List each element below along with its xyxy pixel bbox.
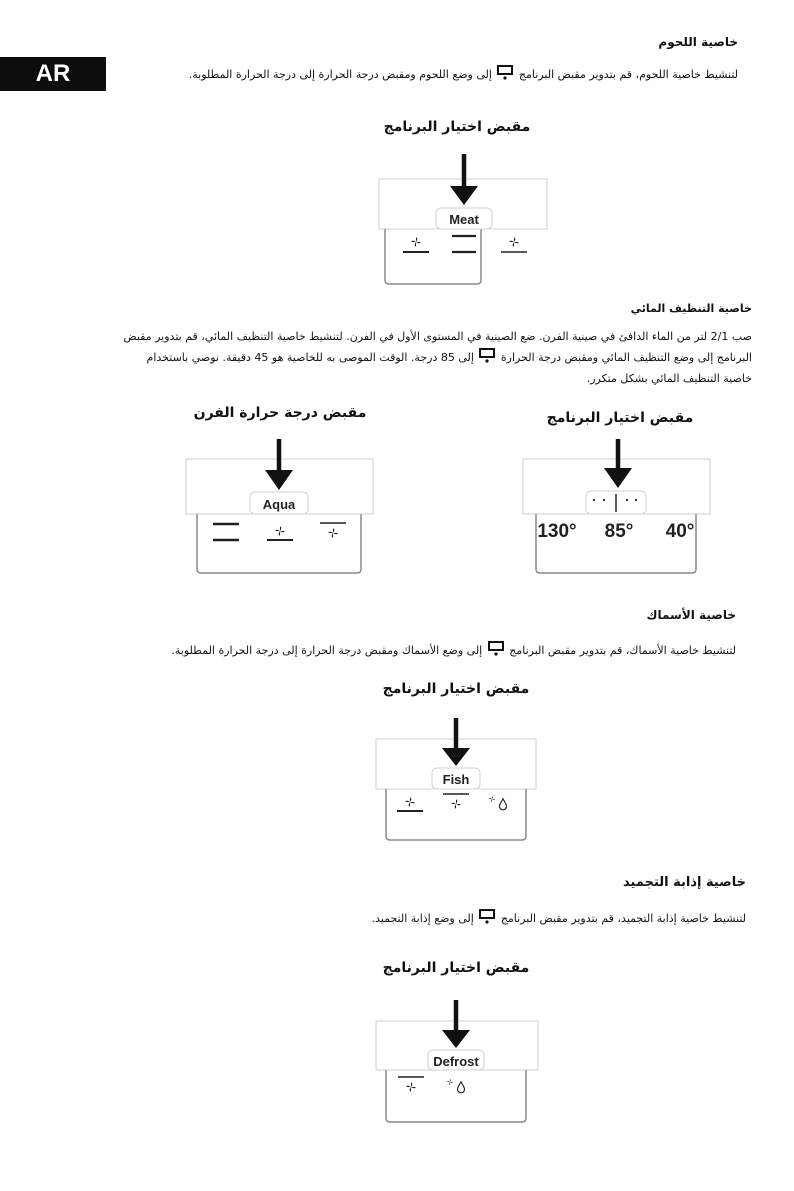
defrost-text-after: إلى وضع إذابة التجميد. bbox=[371, 912, 474, 925]
top-bottom-heat-icon bbox=[213, 524, 239, 540]
fish-heading: خاصية الأسماك bbox=[646, 608, 736, 622]
defrost-paragraph bbox=[106, 908, 746, 929]
defrost-diagram-label: مقبض اختيار البرنامج bbox=[382, 960, 530, 976]
fan-bottom-heat-icon bbox=[397, 797, 423, 811]
fan-bottom-heat-icon bbox=[267, 526, 293, 540]
fish-knob-diagram bbox=[370, 714, 545, 846]
meat-diagram-label: مقبض اختيار البرنامج bbox=[383, 119, 531, 135]
aqua-heading: خاصية التنظيف المائي bbox=[630, 302, 752, 315]
fan-heat-icon bbox=[501, 237, 527, 252]
program-knob-icon bbox=[479, 909, 495, 924]
program-knob-icon bbox=[479, 348, 495, 363]
aqua-right-diagram-label: مقبض اختيار البرنامج bbox=[546, 410, 694, 426]
aqua-program-knob-diagram bbox=[180, 436, 380, 581]
temperature-85: 85° bbox=[604, 521, 634, 542]
defrost-icon bbox=[489, 796, 506, 810]
program-knob-icon bbox=[497, 65, 513, 80]
meat-text-before: لتنشيط خاصية اللحوم، قم بتدوير مقبض البرنامج bbox=[518, 68, 738, 81]
aqua-mode-label: Aqua bbox=[262, 497, 296, 512]
aqua-temperature-knob-diagram bbox=[520, 436, 720, 581]
fan-heat-icon bbox=[398, 1077, 424, 1092]
defrost-icon bbox=[447, 1079, 464, 1093]
fish-paragraph bbox=[96, 640, 736, 661]
aqua-line-2-before: البرنامج إلى وضع التنظيف المائي ومقبض درجة الحرارة bbox=[500, 351, 752, 364]
aqua-line-2 bbox=[112, 347, 752, 368]
temperature-40: 40° bbox=[665, 521, 695, 542]
aqua-paragraph bbox=[112, 326, 752, 389]
fish-text-after: إلى وضع الأسماك ومقبض درجة الحرارة إلى درجة الحرارة المطلوبة. bbox=[171, 644, 483, 657]
top-bottom-heat-icon bbox=[452, 236, 476, 252]
fan-heat-icon bbox=[320, 523, 346, 538]
defrost-heading: خاصية إذابة التجميد bbox=[623, 875, 746, 890]
aqua-line-1: صب 2/1 لتر من الماء الدافئ في صينية الفرن. ضع الصينية في المستوى الأول في الفرن. لتنشيط خاصية التنظيف المائي، قم بتدوير مقبض bbox=[123, 330, 752, 343]
defrost-knob-diagram bbox=[370, 996, 545, 1128]
meat-knob-diagram bbox=[370, 150, 560, 290]
defrost-text-before: لتنشيط خاصية إذابة التجميد، قم بتدوير مقبض البرنامج bbox=[500, 912, 746, 925]
aqua-left-diagram-label: مقبض درجة حرارة الفرن bbox=[193, 405, 367, 421]
aqua-line-2-after: إلى 85 درجة. الوقت الموصى به للخاصية هو 45 دقيقة. نوصي باستخدام bbox=[146, 351, 474, 364]
defrost-mode-label: Defrost bbox=[433, 1054, 479, 1069]
language-tab: AR bbox=[0, 57, 106, 91]
fish-mode-label: Fish bbox=[442, 772, 470, 787]
aqua-line-3: خاصية التنظيف المائي بشكل متكرر. bbox=[586, 372, 752, 385]
meat-mode-label: Meat bbox=[449, 212, 479, 227]
fan-bottom-heat-icon bbox=[403, 237, 429, 252]
meat-heading: خاصية اللحوم bbox=[658, 35, 738, 49]
fish-text-before: لتنشيط خاصية الأسماك، قم بتدوير مقبض البرنامج bbox=[509, 644, 736, 657]
meat-text-after: إلى وضع اللحوم ومقبض درجة الحرارة إلى درجة الحرارة المطلوبة. bbox=[188, 68, 492, 81]
program-knob-icon bbox=[488, 641, 504, 656]
temperature-130: 130° bbox=[537, 521, 577, 542]
fish-diagram-label: مقبض اختيار البرنامج bbox=[382, 681, 530, 697]
fan-heat-icon bbox=[443, 794, 469, 809]
meat-paragraph bbox=[98, 64, 738, 85]
